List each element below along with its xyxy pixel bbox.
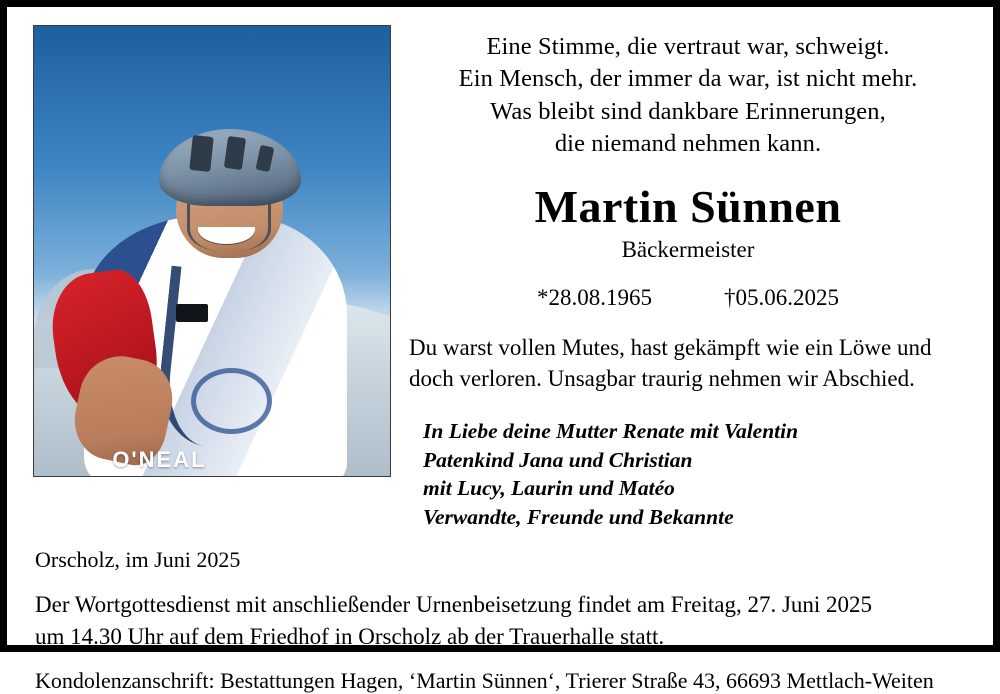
photo-helmet-vent bbox=[189, 134, 214, 171]
notice-bottom-section bbox=[33, 547, 967, 694]
family-line: mit Lucy, Laurin und Matéo bbox=[423, 476, 675, 501]
family-line: In Liebe deine Mutter Renate mit Valentin bbox=[423, 418, 799, 443]
poem-line: Ein Mensch, der immer da war, ist nicht mehr. bbox=[458, 65, 918, 93]
notice-text-column bbox=[409, 25, 967, 531]
poem-line: Was bleibt sind dankbare Erinnerungen, bbox=[490, 97, 886, 125]
photo-rider bbox=[34, 125, 390, 476]
tribute-line: doch verloren. Unsagbar traurig nehmen wir Abschied. bbox=[409, 366, 915, 392]
family-line: Verwandte, Freunde und Bekannte bbox=[423, 504, 734, 529]
death-date: †05.06.2025 bbox=[724, 285, 839, 311]
notice-top-section bbox=[33, 25, 967, 531]
birth-date: *28.08.1965 bbox=[537, 285, 652, 311]
place-and-date: Orscholz, im Juni 2025 bbox=[35, 547, 241, 573]
photo-canvas bbox=[34, 26, 390, 476]
deceased-profession: Bäckermeister bbox=[621, 237, 755, 263]
photo-backpack-strap bbox=[153, 266, 302, 454]
family-list bbox=[409, 417, 967, 531]
poem-line: Eine Stimme, die vertraut war, schweigt. bbox=[486, 33, 890, 60]
service-line: um 14.30 Uhr auf dem Friedhof in Orscholz ab der Trauerhalle statt. bbox=[35, 623, 665, 649]
portrait-photo bbox=[33, 25, 391, 477]
tribute-text bbox=[409, 333, 967, 395]
poem-block bbox=[409, 31, 967, 160]
condolence-address: Kondolenzanschrift: Bestattungen Hagen, ‘Martin Sünnen‘, Trierer Straße 43, 66693 Mettlach-Weiten bbox=[35, 667, 934, 693]
photo-strap-buckle bbox=[176, 304, 208, 322]
service-details bbox=[35, 589, 967, 652]
tribute-line: Du warst vollen Mutes, hast gekämpft wie ein Löwe und bbox=[409, 335, 932, 361]
service-line: Der Wortgottesdienst mit anschließender Urnenbeisetzung findet am Freitag, 27. Juni 2025 bbox=[35, 592, 873, 618]
photo-brand-label: O'NEAL bbox=[112, 446, 207, 472]
deceased-name: Martin Sünnen bbox=[534, 181, 842, 233]
poem-line: die niemand nehmen kann. bbox=[554, 129, 822, 157]
notice-inner bbox=[7, 7, 993, 693]
life-dates bbox=[409, 285, 967, 311]
family-line: Patenkind Jana und Christian bbox=[423, 447, 693, 472]
